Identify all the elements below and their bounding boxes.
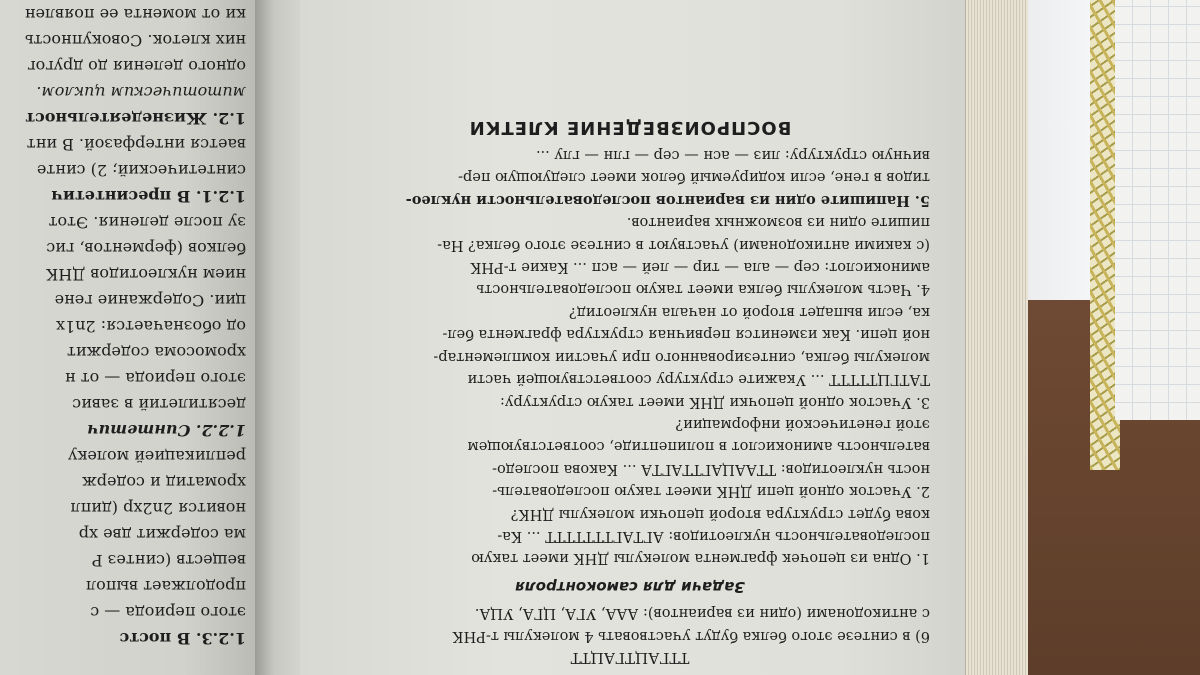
left-line: ции. Содержание гене	[54, 291, 246, 310]
running-title: ВОСПРОИЗВЕДЕНИЕ КЛЕТКИ	[468, 116, 792, 138]
task-line: кова будет структура второй цепочки молекулы ДНК?	[510, 505, 930, 522]
left-page-text-block	[0, 1, 246, 651]
left-line: митотическим циклом.	[36, 83, 246, 102]
task-line: ной цепи. Как изменится первичная структура фрагмента бел-	[442, 326, 930, 343]
left-line: од обозначается: 2n1х	[55, 317, 246, 336]
left-line: веществ (синтез Р	[91, 551, 246, 570]
left-line: них клеток. Совокупность	[24, 31, 246, 50]
left-line: этого периода — с	[90, 603, 246, 622]
left-page	[0, 0, 262, 675]
section-heading: Задачи для самоконтроля	[515, 577, 745, 596]
task-line: последовательность нуклеотидов: АГТАГТТТТТТТ ... Ка-	[497, 527, 930, 544]
left-line: 1.2. Жизнедеятельност	[25, 109, 246, 128]
left-line: ма содержит две хр	[78, 525, 246, 544]
right-page-text-block	[330, 115, 930, 669]
left-line: синтетический; 2) синте	[36, 161, 246, 180]
left-line: одного деления до другог	[27, 57, 246, 76]
task-line: 2. Участок одной цепи ДНК имеет такую последователь-	[492, 483, 930, 500]
left-line: этого периода — от н	[64, 369, 246, 388]
task-line: 3. Участок одной цепочки ДНК имеет такую структуру:	[499, 393, 930, 410]
left-line: ки от момента ее появлен	[24, 5, 246, 24]
left-line: хромосома содержит	[66, 343, 246, 362]
task-line: 5. Напишите один из вариантов последовательности нуклео-	[405, 191, 930, 209]
task-line: молекулы белка, синтезированного при участии комплементар-	[433, 348, 930, 365]
left-line: продолжает выпол	[85, 577, 246, 596]
book-page-edges	[965, 0, 1028, 675]
text-line: с антикодонами (один из вариантов): ААА, УГА, ЦГА, УЦА.	[474, 605, 930, 622]
left-line: новится 2n2хр (дипл	[70, 499, 246, 518]
task-line: вательность аминокислот в полипептиде, соответствующем	[467, 438, 930, 455]
left-line: 1.2.2. Синтетич	[87, 421, 246, 440]
task-line: ка, если выпадет второй от начала нуклеотид?	[569, 303, 930, 320]
grid-notebook-page	[1115, 0, 1200, 420]
task-line: тидов в гене, если кодируемый белок имеет следующую пер-	[458, 169, 930, 186]
left-page-inverted-text	[0, 0, 262, 675]
task-line: ность нуклеотидов: ТТААЦАГТТАГТА ... Какова последо-	[492, 460, 930, 477]
left-line: нием нуклеотидов ДНК	[45, 265, 246, 284]
left-line: 1.2.1. В пресинтетич	[51, 187, 246, 206]
gene-sequence-line: ТТГАЦТГАЦТТ	[570, 649, 690, 667]
right-page	[300, 0, 970, 675]
task-line: этой генетической информации?	[675, 415, 930, 432]
right-page-inverted-text	[300, 0, 970, 675]
left-line: белков (ферментов, гис	[46, 239, 246, 258]
task-line: вичную структуру: лиз — асн — сер — глн — глу ...	[535, 147, 930, 164]
left-line: хроматид и содерж	[82, 473, 246, 492]
left-line: вается интерфазой. В инт	[26, 135, 246, 154]
task-line: ТАТГЦТТТТТ ... Укажите структуру соответствующей части	[467, 371, 930, 388]
task-line: аминокислот: сер — ала — тир — лей — асп ... Какие т-РНК	[470, 259, 930, 276]
left-line: репликацией молеку	[67, 447, 246, 466]
left-line: зу после деления. Этот	[48, 213, 246, 232]
task-line: (с какими антикодонами) участвуют в синтезе этого белка? На-	[437, 236, 930, 253]
left-line: 1.2.3. В постс	[119, 629, 246, 648]
left-line: десятилетий в завис	[72, 395, 246, 414]
task-line: 1. Одна из цепочек фрагмента молекулы ДНК имеет такую	[471, 550, 930, 567]
text-line: 6) в синтезе этого белка будут участвовать 4 молекулы т-РНК	[452, 627, 930, 644]
task-line: пишите один из возможных вариантов.	[626, 214, 930, 231]
task-line: 4. Часть молекулы белка имеет такую последовательность	[476, 281, 930, 298]
